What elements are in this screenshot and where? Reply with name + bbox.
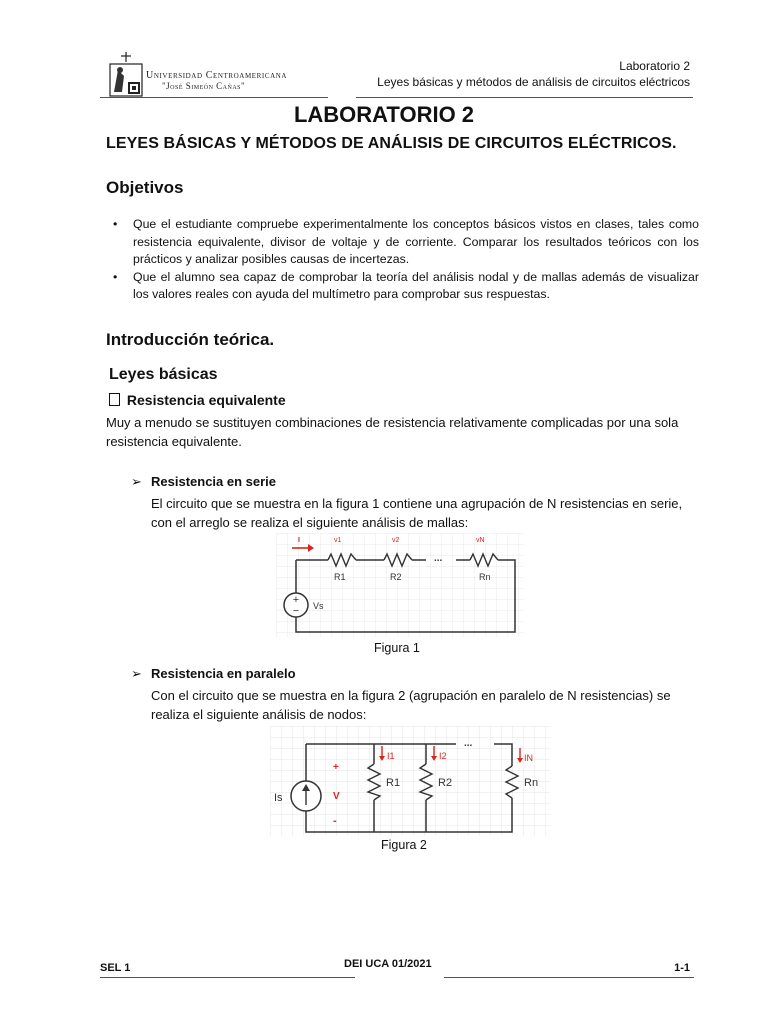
svg-text:R1: R1 xyxy=(386,777,401,789)
svg-text:Vs: Vs xyxy=(313,601,324,611)
svg-text:+: + xyxy=(333,762,339,773)
svg-text:-: - xyxy=(333,815,337,827)
series-text: El circuito que se muestra en la figura 1 contiene una agrupación de N resistencias en serie, con el arreglo se realiza el siguiente análisis de mallas: xyxy=(151,496,683,530)
checkbox-glyph-icon xyxy=(109,393,120,406)
footer-rule-left xyxy=(100,977,355,978)
svg-text:Is: Is xyxy=(274,792,283,804)
svg-text:R2: R2 xyxy=(390,572,402,582)
arrow-bullet-icon: ➢ xyxy=(131,666,142,681)
page-subtitle: LEYES BÁSICAS Y MÉTODOS DE ANÁLISIS DE CIRCUITOS ELÉCTRICOS. xyxy=(106,135,677,152)
svg-text:+: + xyxy=(292,594,300,606)
svg-text:−: − xyxy=(292,605,300,617)
parallel-text: Con el circuito que se muestra en la figura 2 (agrupación en paralelo de N resistencias) se realiza el siguiente análisis de nodos: xyxy=(151,688,671,722)
objectives-list xyxy=(113,216,699,304)
header-lab-label: Laboratorio 2 xyxy=(619,59,690,73)
header-rule-left xyxy=(100,97,328,98)
bullet-icon: • xyxy=(113,269,118,284)
page-title: LABORATORIO 2 xyxy=(293,102,475,127)
svg-text:R2: R2 xyxy=(438,777,453,789)
svg-text:...: ... xyxy=(464,738,473,749)
basic-laws-heading: Leyes básicas xyxy=(109,366,218,383)
objective-item xyxy=(113,269,699,304)
figure-2-caption: Figura 2 xyxy=(381,838,427,852)
footer-left: SEL 1 xyxy=(100,962,131,974)
header-lab-topic: Leyes básicas y métodos de análisis de circuitos eléctricos xyxy=(377,75,690,89)
svg-text:I: I xyxy=(298,537,300,544)
series-heading: ➢ Resistencia en serie xyxy=(131,474,277,489)
objective-item xyxy=(113,216,699,269)
equiv-resistance-heading: Resistencia equivalente xyxy=(109,392,286,408)
footer-rule-right xyxy=(444,977,694,978)
university-name: Universidad Centroamericana xyxy=(146,70,288,81)
svg-text:R1: R1 xyxy=(334,572,346,582)
arrow-bullet-icon: ➢ xyxy=(131,474,142,489)
svg-text:vN: vN xyxy=(476,537,485,544)
university-subtitle: "José Simeón Cañas" xyxy=(162,81,246,91)
objectives-heading: Objetivos xyxy=(106,178,184,197)
svg-text:...: ... xyxy=(434,553,443,564)
figure-1-series-circuit xyxy=(276,533,524,637)
footer-page-number: 1-1 xyxy=(674,962,690,974)
svg-text:V: V xyxy=(333,791,340,802)
svg-text:I1: I1 xyxy=(387,751,395,761)
parallel-heading: ➢ Resistencia en paralelo xyxy=(131,666,296,681)
equiv-resistance-text: Muy a menudo se sustituyen combinaciones de resistencia relativamente complicadas por una sola resistencia equivalente. xyxy=(106,415,679,449)
uca-logo xyxy=(108,52,144,98)
figure-1-caption: Figura 1 xyxy=(374,641,420,655)
figure-2-parallel-circuit xyxy=(270,726,550,836)
svg-text:v1: v1 xyxy=(334,537,342,544)
bullet-icon: • xyxy=(113,217,118,231)
svg-text:Rn: Rn xyxy=(479,572,491,582)
svg-text:Rn: Rn xyxy=(524,777,539,789)
objective-text: Que el alumno sea capaz de comprobar la teoría del análisis nodal y de mallas además de visualizar los valores reales con ayuda del multímetro para comprobar sus respuestas. xyxy=(133,269,699,301)
svg-text:IN: IN xyxy=(524,753,533,763)
svg-text:I2: I2 xyxy=(439,751,447,761)
intro-heading: Introducción teórica. xyxy=(106,330,275,349)
objective-text: Que el estudiante compruebe experimentalmente los conceptos básicos vistos en clases, tales como resistencia equivalente, divisor de voltaje y de corriente. Comparar los resultados teóricos con los prácticos y analizar posibles causas de incertezas. xyxy=(133,217,699,266)
footer-center: DEI UCA 01/2021 xyxy=(344,958,432,970)
header-rule-right xyxy=(356,97,693,98)
svg-text:v2: v2 xyxy=(392,537,400,544)
